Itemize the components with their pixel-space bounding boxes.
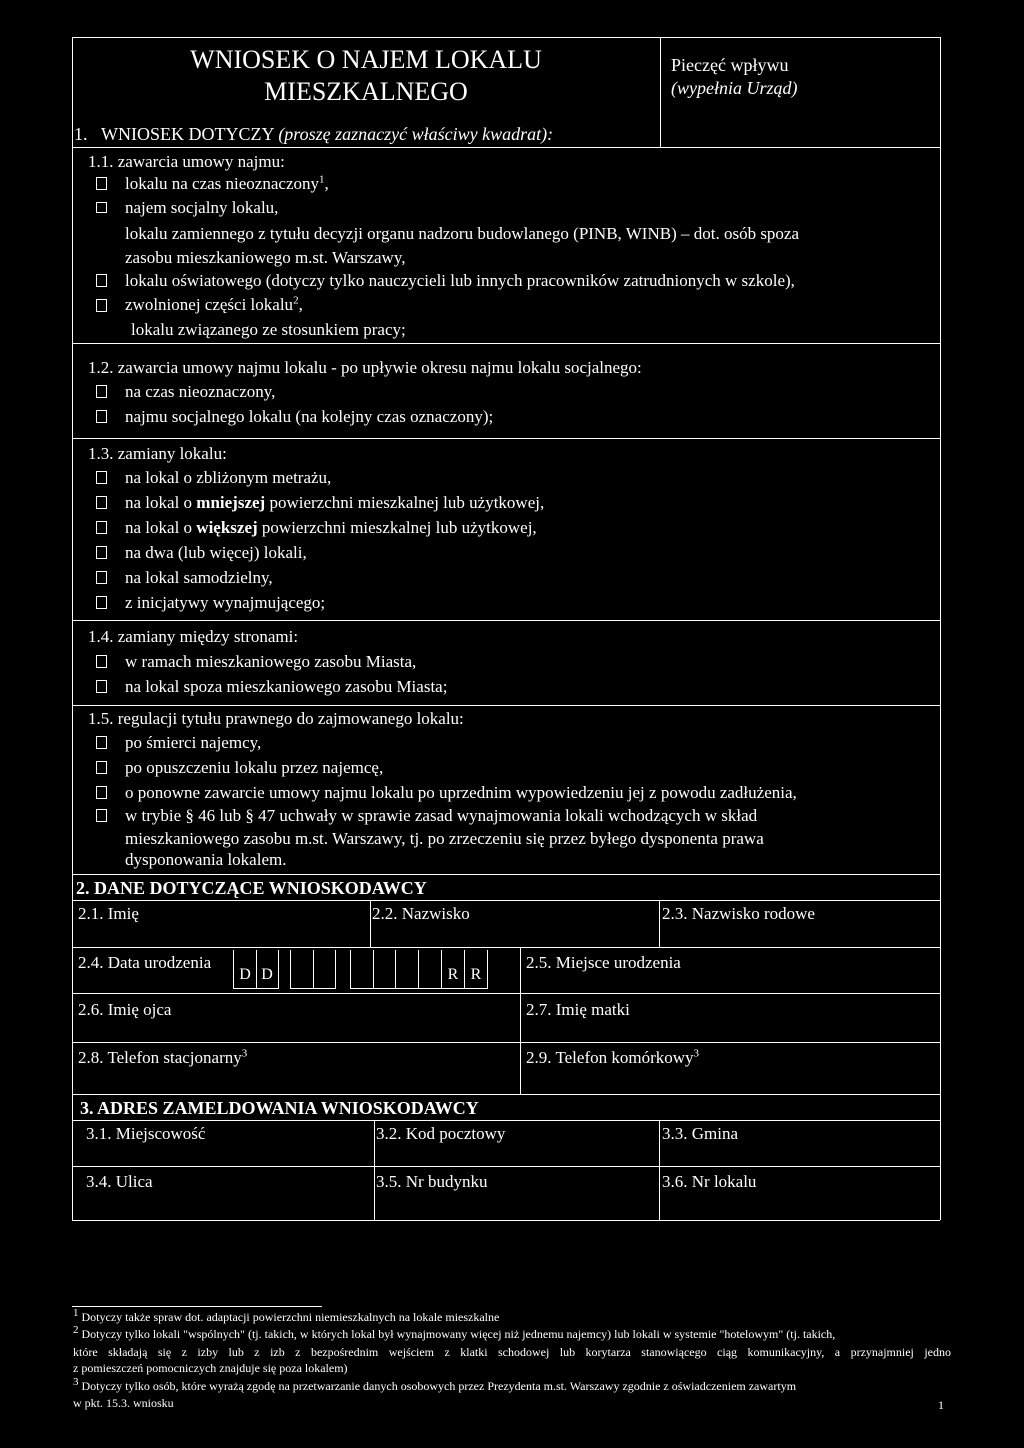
section1-title: WNIOSEK DOTYCZY: [101, 124, 274, 144]
date-year-1[interactable]: [350, 950, 374, 989]
s13-o5: na lokal samodzielny,: [125, 568, 273, 587]
section3-heading: 3. ADRES ZAMELDOWANIA WNIOSKODAWCY: [80, 1098, 479, 1118]
s11-o1: [125, 174, 329, 194]
field-34-label: 3.4. Ulica: [86, 1172, 153, 1191]
s13-o2-a: na lokal o: [125, 493, 197, 512]
footnote-separator: [72, 1306, 322, 1307]
s11-o1-text: lokalu na czas nieoznaczony: [125, 174, 319, 193]
divider-9: [72, 993, 940, 994]
s15-o1-checkbox[interactable]: [96, 736, 107, 749]
s11-o3: lokalu zamiennego z tytułu decyzji organu nadzoru budowlanego (PINB, WINB) – dot. osób spoza: [125, 224, 800, 243]
field-22-input[interactable]: [372, 925, 657, 945]
s14-o2: na lokal spoza mieszkaniowego zasobu Miasta;: [125, 677, 448, 696]
field-23-input[interactable]: [662, 925, 938, 945]
field-22-label: 2.2. Nazwisko: [372, 904, 470, 923]
s11-o3b: zasobu mieszkaniowego m.st. Warszawy,: [125, 248, 406, 267]
s13-o3-b: większej: [196, 518, 258, 537]
field-35-label: 3.5. Nr budynku: [376, 1172, 488, 1191]
divider-7: [72, 900, 940, 901]
footnote-2: [73, 1324, 836, 1342]
s15-o3-checkbox[interactable]: [96, 786, 107, 799]
s13-o1-checkbox[interactable]: [96, 471, 107, 484]
divider-12: [72, 1120, 940, 1121]
field-28-text: 2.8. Telefon stacjonarny: [78, 1048, 242, 1067]
s12-o2-checkbox[interactable]: [96, 410, 107, 423]
s15-o4b: mieszkaniowego zasobu m.st. Warszawy, tj. po zrzeczeniu się przez byłego dysponenta prawa: [125, 829, 764, 848]
s13-o3-a: na lokal o: [125, 518, 197, 537]
frame-top: [72, 37, 940, 38]
footnote-1-text: Dotyczy także spraw dot. adaptacji powierzchni niemieszkalnych na lokale mieszkalne: [81, 1310, 500, 1324]
field-32-input[interactable]: [376, 1145, 657, 1164]
s15-o4c: dysponowania lokalem.: [125, 850, 287, 869]
page-number: 1: [938, 1398, 944, 1412]
s11-o4: lokalu oświatowego (dotyczy tylko nauczycieli lub innych pracowników zatrudnionych w szkole),: [125, 271, 795, 290]
divider-4: [72, 620, 940, 621]
s13-o4-checkbox[interactable]: [96, 546, 107, 559]
s11-o6: lokalu związanego ze stosunkiem pracy;: [131, 320, 406, 339]
field-21-input[interactable]: [74, 925, 368, 945]
form-title-line2: MIESZKALNEGO: [264, 77, 468, 106]
field-24-label: 2.4. Data urodzenia: [78, 953, 212, 972]
field-25-label: 2.5. Miejsce urodzenia: [526, 953, 681, 972]
field-31-label: 3.1. Miejscowość: [86, 1124, 206, 1143]
field-26-input[interactable]: [74, 1020, 518, 1040]
footnote-ref-3b: 3: [693, 1047, 700, 1060]
field-27-input[interactable]: [524, 1020, 938, 1040]
field-29-label: [526, 1048, 699, 1068]
s12-o1: na czas nieoznaczony,: [125, 382, 276, 401]
s11-label: 1.1. zawarcia umowy najmu:: [88, 152, 285, 171]
s13-o6-checkbox[interactable]: [96, 596, 107, 609]
s14-label: 1.4. zamiany między stronami:: [88, 627, 299, 646]
footnote-3-text-b: w pkt. 15.3. wniosku: [73, 1396, 174, 1410]
field-23-label: 2.3. Nazwisko rodowe: [662, 904, 815, 923]
footnote-2-num: 2: [73, 1324, 79, 1336]
s11-o5-text: zwolnionej części lokalu: [125, 295, 294, 314]
footnote-ref-1: 1: [319, 173, 325, 186]
field-36-label: 3.6. Nr lokalu: [662, 1172, 757, 1191]
divider-2: [72, 343, 940, 344]
s11-o2-checkbox[interactable]: [96, 202, 107, 213]
footnote-3-num: 3: [73, 1376, 79, 1388]
date-year-r2[interactable]: R: [465, 950, 488, 989]
s15-label: 1.5. regulacji tytułu prawnego do zajmowanego lokalu:: [88, 709, 464, 728]
field-34-input[interactable]: [74, 1194, 372, 1218]
s11-o2: najem socjalny lokalu,: [125, 198, 279, 217]
s15-o1: po śmierci najemcy,: [125, 733, 262, 752]
s15-o2: po opuszczeniu lokalu przez najemcę,: [125, 758, 384, 777]
field-36-input[interactable]: [662, 1194, 938, 1218]
frame-bottom: [72, 1220, 940, 1221]
field-28-input[interactable]: [74, 1070, 518, 1092]
section1-note: (proszę zaznaczyć właściwy kwadrat):: [278, 124, 554, 144]
footnote-1: [73, 1307, 500, 1325]
footnote-2-text-b: które składają się z izby lub z izb z bezpośrednim wejściem z klatki schodowej lub korytarza stanowiącego ciąg komunikacyjny, a przynajmniej jedno: [73, 1345, 951, 1359]
sep-32-33: [659, 1120, 660, 1220]
s13-label: 1.3. zamiany lokalu:: [88, 444, 227, 463]
date-year-4[interactable]: [419, 950, 442, 989]
field-25-input[interactable]: [524, 975, 938, 991]
stamp-divider: [660, 37, 661, 147]
s13-o2-c: powierzchni mieszkalnej lub użytkowej,: [265, 493, 545, 512]
divider-8: [72, 947, 940, 948]
s14-o2-checkbox[interactable]: [96, 680, 107, 693]
s12-o1-checkbox[interactable]: [96, 385, 107, 398]
footnote-1-num: 1: [73, 1307, 79, 1319]
s13-o2: [125, 493, 544, 513]
date-month-2[interactable]: [313, 950, 336, 989]
s11-o5-tail: ,: [298, 295, 303, 314]
s15-o3: o ponowne zawarcie umowy najmu lokalu po uprzednim wypowiedzeniu jej z powodu zadłużenia,: [125, 783, 797, 802]
footnote-ref-2: 2: [293, 294, 299, 307]
sep-21-22: [370, 900, 371, 947]
s11-o1-checkbox[interactable]: [96, 177, 107, 190]
date-day-1[interactable]: D: [233, 950, 257, 989]
field-31-input[interactable]: [74, 1145, 372, 1164]
field-33-label: 3.3. Gmina: [662, 1124, 739, 1143]
divider-10: [72, 1042, 940, 1043]
divider-5: [72, 705, 940, 706]
section2-heading: 2. DANE DOTYCZĄCE WNIOSKODAWCY: [76, 878, 427, 898]
s14-o1: w ramach mieszkaniowego zasobu Miasta,: [125, 652, 417, 671]
field-29-input[interactable]: [524, 1070, 938, 1092]
s15-o4-checkbox[interactable]: [96, 809, 107, 822]
s11-o5: [125, 295, 303, 315]
s13-o1: na lokal o zbliżonym metrażu,: [125, 468, 332, 487]
date-year-2[interactable]: [373, 950, 396, 989]
s11-o5-checkbox[interactable]: [96, 299, 107, 312]
footnote-2-text-a: Dotyczy tylko lokali "wspólnych" (tj. takich, w których lokal był wynajmowany więcej niż jednemu najemcy) lub lokali w systemie "hotelowym" (tj. takich,: [81, 1327, 836, 1341]
s13-o5-checkbox[interactable]: [96, 571, 107, 584]
s15-o2-checkbox[interactable]: [96, 761, 107, 774]
s13-o3-checkbox[interactable]: [96, 521, 107, 534]
footnote-3: [73, 1376, 797, 1394]
footnote-3-text-a: Dotyczy tylko osób, które wyrażą zgodę na przetwarzanie danych osobowych przez Prezydenta m.st. Warszawy zgodnie z oświadczeniem zawartym: [81, 1379, 797, 1393]
footnote-ref-3a: 3: [241, 1047, 248, 1060]
field-33-input[interactable]: [662, 1145, 938, 1164]
date-year-r1[interactable]: R: [442, 950, 465, 989]
s13-o2-b: mniejszej: [196, 493, 266, 512]
s13-o3: [125, 518, 537, 538]
field-28-label: [78, 1048, 247, 1068]
form-title: [146, 44, 586, 108]
s12-label: 1.2. zawarcia umowy najmu lokalu - po upływie okresu najmu lokalu socjalnego:: [88, 358, 642, 377]
field-35-input[interactable]: [376, 1194, 657, 1218]
section1-heading: [74, 124, 553, 145]
sep-22-23: [659, 900, 660, 947]
date-month-1[interactable]: [290, 950, 314, 989]
field-27-label: 2.7. Imię matki: [526, 1000, 630, 1019]
sep-col-2: [520, 947, 521, 1094]
date-year-3[interactable]: [396, 950, 419, 989]
s13-o2-checkbox[interactable]: [96, 496, 107, 509]
frame-right: [940, 37, 941, 1220]
s11-o4-checkbox[interactable]: [96, 274, 107, 287]
divider-1: [72, 147, 940, 148]
s13-o4: na dwa (lub więcej) lokali,: [125, 543, 307, 562]
divider-3: [72, 438, 940, 439]
date-day-2[interactable]: D: [256, 950, 279, 989]
footnote-2-text-c: z pomieszczeń pomocniczych znajduje się poza lokalem): [73, 1361, 348, 1375]
divider-6: [72, 874, 940, 875]
divider-13: [72, 1166, 940, 1167]
s13-o6: z inicjatywy wynajmującego;: [125, 593, 326, 612]
stamp-note: (wypełnia Urząd): [671, 78, 798, 98]
s11-o1-tail: ,: [324, 174, 329, 193]
sep-31-32: [374, 1120, 375, 1220]
form-title-line1: WNIOSEK O NAJEM LOKALU: [190, 45, 542, 74]
section1-number: 1.: [74, 124, 88, 144]
s12-o2: najmu socjalnego lokalu (na kolejny czas oznaczony);: [125, 407, 494, 426]
field-29-text: 2.9. Telefon komórkowy: [526, 1048, 694, 1067]
field-32-label: 3.2. Kod pocztowy: [376, 1124, 506, 1143]
field-21-label: 2.1. Imię: [78, 904, 139, 923]
s15-o4: w trybie § 46 lub § 47 uchwały w sprawie zasad wynajmowania lokali wchodzących w skład: [125, 806, 758, 825]
s14-o1-checkbox[interactable]: [96, 655, 107, 668]
divider-11: [72, 1094, 940, 1095]
stamp-label: Pieczęć wpływu: [671, 55, 789, 75]
s13-o3-c: powierzchni mieszkalnej lub użytkowej,: [257, 518, 537, 537]
field-26-label: 2.6. Imię ojca: [78, 1000, 172, 1019]
